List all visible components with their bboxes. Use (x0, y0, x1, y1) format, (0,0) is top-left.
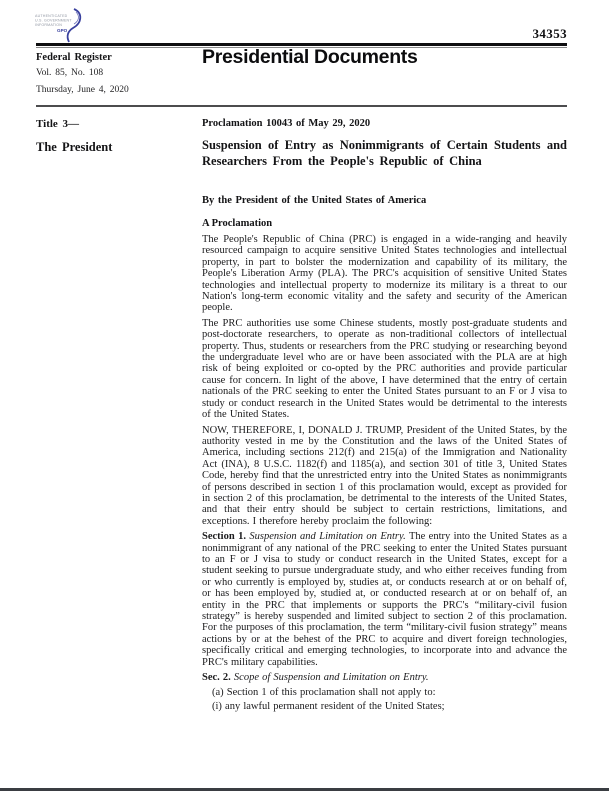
logo-line-2: U.S. GOVERNMENT (35, 18, 72, 23)
publication-name: Federal Register (36, 52, 112, 63)
the-president-label: The President (36, 140, 113, 154)
section-1-paragraph (202, 531, 567, 668)
masthead-left (36, 52, 196, 95)
section-2-paragraph (202, 672, 567, 683)
logo-line-3: INFORMATION (35, 23, 63, 28)
paragraph-2: The PRC authorities use some Chinese students, mostly post-graduate students and post-doctorate researchers, to operate as non-traditional collectors of intellectual property. Thus, students or researchers from the PRC studying or researching beyond the undergraduate level who are or have been associated with the PLA are at high risk of being exploited or co-opted by the PRC authorities and provide particular cause for concern. In light of the above, I have determined that the entry of certain nationals of the PRC seeking to enter the United States pursuant to an F or J visa to study or conduct research in the United States would be detrimental to the interests of the United States. (202, 317, 567, 421)
proclamation-content (202, 118, 567, 714)
section-1-text: The entry into the United States as a nonimmigrant of any national of the PRC seeking to enter the United States pursuant to an F or J visa to study or conduct research in the United States, except for a student seeking to pursue undergraduate study, and who either receives funding from or who currently is employed by, studies at, or conducts research at or on behalf of, or has been employed by, studied at, or conducted research at or on behalf of, an entity in the PRC that implements or supports the PRC's “military-civil fusion strategy” is hereby suspended and limited subject to section 2 of this proclamation. For the purposes of this proclamation, the term “military-civil fusion strategy” means actions by or at the behest of the PRC to acquire and divert foreign technologies, specifically critical and emerging technologies, to incorporate into and advance the PRC's military capabilities. (202, 531, 567, 668)
page-bottom-edge (0, 788, 609, 791)
eagle-swoosh-inner (74, 12, 78, 24)
section-title: Presidential Documents (202, 46, 418, 68)
title-3-label: Title 3— (36, 118, 80, 130)
clause-a: (a) Section 1 of this proclamation shall not apply to: (212, 687, 436, 699)
section-2-label: Sec. 2. (202, 672, 231, 684)
header-bottom-rule (36, 105, 567, 107)
page-number: 34353 (532, 26, 567, 41)
paragraph-3: NOW, THEREFORE, I, DONALD J. TRUMP, President of the United States, by the authority vested in me by the Constitution and the laws of the United States of America, including sections 212(f) and 215(a) of the Immigration and Nationality Act (INA), 8 U.S.C. 1182(f) and 1185(a), and section 301 of title 3, United States Code, hereby find that the unrestricted entry into the United States as nonimmigrants of persons described in section 1 of this proclamation would, except as provided for in section 2 of this proclamation, be detrimental to the interests of the United States, and that their entry should be subject to certain restrictions, limitations, and exceptions. I therefore hereby proclaim the following: (202, 424, 567, 527)
title-sidebar (36, 118, 186, 155)
proclamation-title: Suspension of Entry as Nonimmigrants of Certain Students and Researchers From the People's Republic of China (202, 138, 567, 168)
a-proclamation-heading: A Proclamation (202, 218, 273, 229)
paragraph-1: The People's Republic of China (PRC) is engaged in a wide-ranging and heavily resourced campaign to acquire sensitive United States technologies and intellectual property, in part to bolster the modernization and capability of its military, the People's Liberation Army (PLA). The PRC's acquisition of sensitive United States technologies and intellectual property to modernize its military is a threat to our Nation's long-term economic vitality and the safety and security of the American people. (202, 234, 567, 314)
gpo-text: GPO (57, 28, 68, 33)
proclamation-number-line: Proclamation 10043 of May 29, 2020 (202, 118, 371, 129)
section-2-title: Scope of Suspension and Limitation on Entry. (233, 672, 429, 684)
section-1-label: Section 1. (202, 531, 246, 543)
logo-line-1: AUTHENTICATED (35, 14, 68, 18)
clause-i: (i) any lawful permanent resident of the United States; (212, 700, 445, 712)
byline: By the President of the United States of America (202, 195, 427, 206)
section-1-title: Suspension and Limitation on Entry. (249, 531, 406, 543)
issue-date: Thursday, June 4, 2020 (36, 85, 129, 95)
volume-number: Vol. 85, No. 108 (36, 68, 104, 78)
